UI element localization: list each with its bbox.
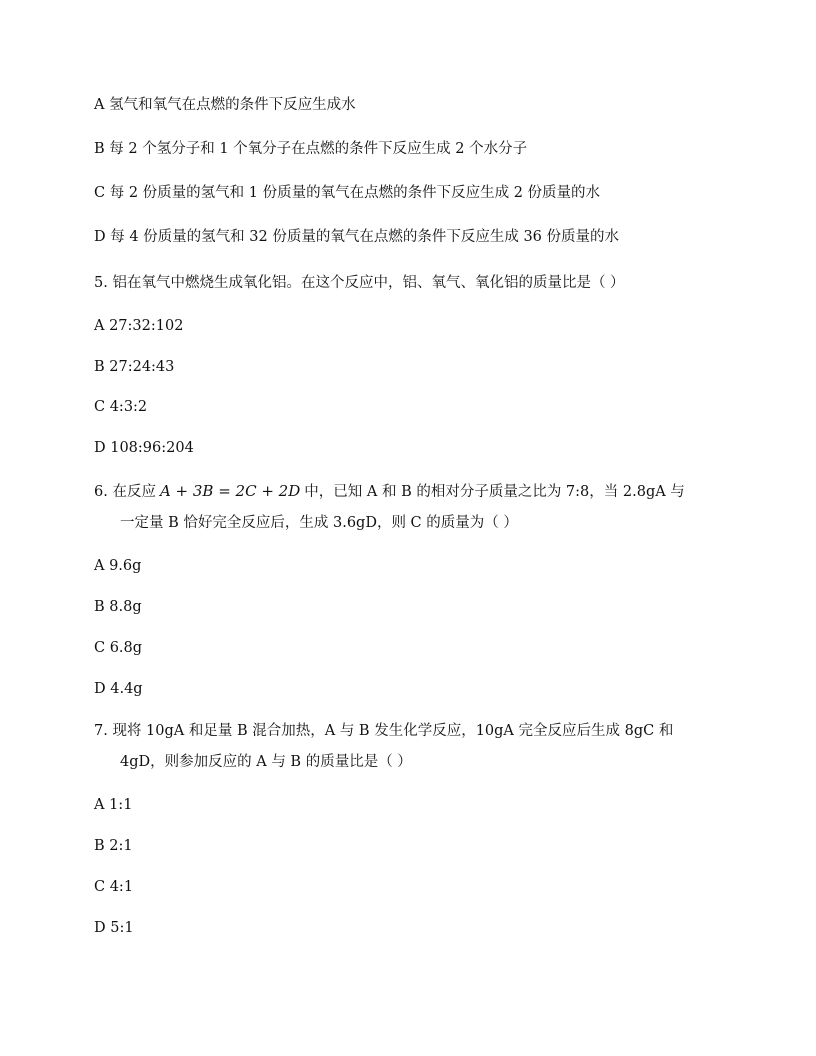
q4-option-d: D 每 4 份质量的氢气和 32 份质量的氧气在点燃的条件下反应生成 36 份质量的水	[94, 229, 620, 245]
q5-option-a: A 27:32:102	[94, 318, 184, 334]
q6-option-d: D 4.4g	[94, 681, 143, 697]
q6-option-c: C 6.8g	[94, 640, 143, 656]
q7-option-a: A 1:1	[94, 797, 133, 813]
q6-stem-line2: 一定量 B 恰好完全反应后，生成 3.6gD，则 C 的质量为（ ）	[120, 515, 518, 531]
q5-option-c: C 4:3:2	[94, 399, 148, 415]
q6-option-b: B 8.8g	[94, 599, 142, 615]
q5-option-d: D 108:96:204	[94, 440, 194, 456]
q6-equation: A + 3B = 2C + 2D	[159, 482, 301, 500]
q6-stem-after: 中，已知 A 和 B 的相对分子质量之比为 7:8，当 2.8gA 与	[304, 484, 685, 500]
q7-option-c: C 4:1	[94, 879, 134, 895]
q6-stem-before: 6. 在反应	[94, 484, 156, 500]
q6-stem-line1	[94, 481, 685, 502]
q4-option-c: C 每 2 份质量的氢气和 1 份质量的氧气在点燃的条件下反应生成 2 份质量的水	[94, 185, 601, 201]
q7-option-d: D 5:1	[94, 920, 134, 936]
q7-stem-line1: 7. 现将 10gA 和足量 B 混合加热，A 与 B 发生化学反应，10gA 完全反应后生成 8gC 和	[94, 723, 674, 739]
q6-option-a: A 9.6g	[94, 558, 142, 574]
q4-option-a: A 氢气和氧气在点燃的条件下反应生成水	[94, 97, 356, 113]
q5-option-b: B 27:24:43	[94, 359, 175, 375]
q7-option-b: B 2:1	[94, 838, 133, 854]
q4-option-b: B 每 2 个氢分子和 1 个氧分子在点燃的条件下反应生成 2 个水分子	[94, 141, 528, 157]
q7-stem-line2: 4gD，则参加反应的 A 与 B 的质量比是（ ）	[120, 754, 412, 770]
q5-stem: 5. 铝在氧气中燃烧生成氧化铝。在这个反应中，铝、氧气、氧化铝的质量比是（ ）	[94, 275, 625, 291]
